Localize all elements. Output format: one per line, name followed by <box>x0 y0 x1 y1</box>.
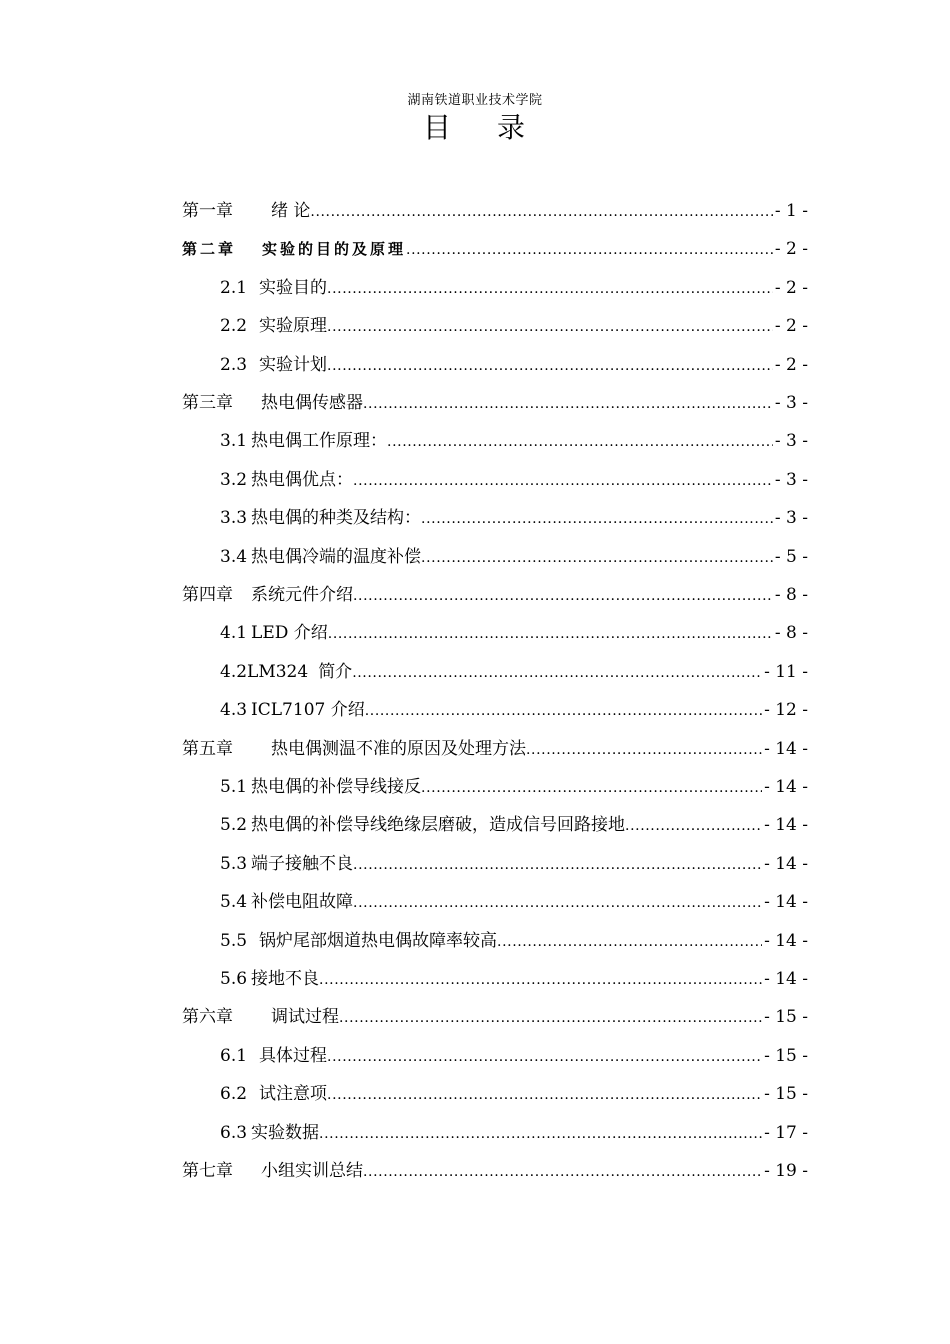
toc-entry-page: - 2 - <box>774 239 808 260</box>
toc-dot-leader <box>365 693 762 728</box>
toc-entry-page: - 1 - <box>774 201 808 221</box>
toc-entry-number: 2.2 <box>220 316 248 337</box>
toc-entry-title: 热电偶冷端的温度补偿 <box>251 546 422 567</box>
toc-entry[interactable] <box>220 655 808 689</box>
toc-entry-page: - 14 - <box>764 892 808 913</box>
toc-entry-title: 绪 论 <box>271 201 311 221</box>
toc-entry[interactable] <box>220 1039 808 1073</box>
toc-entry-page: - 15 - <box>764 1045 808 1066</box>
toc-entry-number: 第三章 <box>182 393 233 413</box>
toc-entry-number: 3.1 <box>220 431 248 452</box>
toc-dot-leader <box>421 770 762 805</box>
toc-entry-number: 4.3 <box>220 700 248 721</box>
toc-entry[interactable] <box>220 501 808 535</box>
toc-entry-page: - 15 - <box>764 1007 808 1028</box>
toc-entry[interactable] <box>182 232 808 266</box>
toc-entry-page: - 15 - <box>764 1084 808 1105</box>
school-header: 湖南铁道职业技术学院 <box>407 93 543 108</box>
toc-entry-number: 6.3 <box>220 1122 248 1143</box>
toc-entry-title: 接地不良 <box>251 969 320 989</box>
toc-entry-number: 第一章 <box>182 201 233 221</box>
toc-entry-title: 简介 <box>318 661 353 682</box>
toc-title <box>0 106 950 146</box>
toc-entry[interactable] <box>182 386 808 420</box>
toc-entry-page: - 14 - <box>764 853 808 874</box>
toc-entry-title: 锅炉尾部烟道热电偶故障率较高 <box>259 930 498 951</box>
toc-entry-number: 6.1 <box>220 1045 248 1066</box>
toc-entry[interactable] <box>220 348 808 382</box>
toc-dot-leader <box>319 962 762 997</box>
toc-entry[interactable] <box>182 1000 808 1034</box>
toc-entry-title: 系统元件介绍 <box>251 585 353 605</box>
toc-dot-leader <box>327 271 773 306</box>
toc-dot-leader <box>353 578 773 613</box>
toc-entry-number: 4.1 <box>220 623 248 644</box>
toc-entry-title: 实验原理 <box>259 316 328 337</box>
toc-dot-leader <box>353 463 773 498</box>
toc-entry-title: 实验的目的及原理 <box>262 240 407 259</box>
toc-entry-page: - 3 - <box>774 393 808 413</box>
toc-entry-number: 2.3 <box>220 354 248 375</box>
toc-dot-leader <box>497 924 762 959</box>
toc-entry-page: - 3 - <box>774 508 808 529</box>
toc-entry-number: 3.4 <box>220 546 248 567</box>
toc-entry-page: - 2 - <box>774 354 808 375</box>
toc-entry-page: - 14 - <box>764 777 808 797</box>
toc-entry-title: 热电偶传感器 <box>261 393 363 413</box>
toc-entry-page: - 8 - <box>774 623 808 644</box>
toc-entry-number: 第五章 <box>182 738 233 759</box>
toc-entry-title: 小组实训总结 <box>261 1161 363 1181</box>
toc-entry-title: 试注意项 <box>259 1084 328 1105</box>
toc-dot-leader <box>352 655 762 690</box>
toc-entry-title: 补偿电阻故障 <box>251 892 354 913</box>
toc-entry[interactable] <box>220 424 808 458</box>
toc-dot-leader <box>327 1077 762 1112</box>
toc-entry-title: ICL7107 介绍 <box>251 700 365 721</box>
toc-entry-page: - 17 - <box>764 1122 808 1143</box>
toc-dot-leader <box>387 424 773 459</box>
toc-entry-page: - 3 - <box>774 469 808 490</box>
toc-entry-number: 3.2 <box>220 469 248 490</box>
toc-dot-leader <box>363 1154 762 1189</box>
toc-entry-title: 端子接触不良 <box>251 853 354 874</box>
toc-entry-number: 5.4 <box>220 892 248 913</box>
toc-entry-title: 热电偶的补偿导线绝缘层磨破，造成信号回路接地 <box>251 815 626 836</box>
toc-entry[interactable] <box>220 962 808 996</box>
toc-entry[interactable] <box>220 463 808 497</box>
toc-dot-leader <box>406 232 773 267</box>
toc-entry-page: - 5 - <box>774 546 808 567</box>
toc-entry-number: 3.3 <box>220 508 248 529</box>
toc-entry-title: 热电偶的种类及结构： <box>251 508 422 529</box>
toc-entry[interactable] <box>220 616 808 650</box>
toc-entry[interactable] <box>220 924 808 958</box>
toc-entry[interactable] <box>220 1116 808 1150</box>
toc-entry-page: - 8 - <box>774 585 808 605</box>
toc-entry[interactable] <box>182 1154 808 1188</box>
toc-entry-number: 第四章 <box>182 585 233 605</box>
toc-entry-page: - 11 - <box>764 661 808 682</box>
toc-entry-page: - 14 - <box>764 930 808 951</box>
toc-dot-leader <box>310 194 772 229</box>
toc-entry-title: 实验计划 <box>259 354 328 375</box>
toc-entry-page: - 2 - <box>774 316 808 337</box>
toc-entry[interactable] <box>220 309 808 343</box>
toc-entry-number: 5.6 <box>220 969 248 989</box>
toc-entry-number: 5.5 <box>220 930 248 951</box>
toc-entry[interactable] <box>220 693 808 727</box>
toc-entry-number: 5.2 <box>220 815 248 836</box>
toc-title-right: 录 <box>497 111 528 144</box>
toc-entry-page: - 14 - <box>764 815 808 836</box>
toc-dot-leader <box>353 847 762 882</box>
toc-entry-number: 5.1 <box>220 777 248 797</box>
toc-dot-leader <box>327 1039 762 1074</box>
toc-dot-leader <box>421 501 773 536</box>
toc-entry[interactable] <box>220 885 808 919</box>
toc-entry-page: - 2 - <box>774 277 808 298</box>
toc-entry-title: 热电偶工作原理： <box>251 431 388 452</box>
toc-entry[interactable] <box>220 770 808 804</box>
toc-entry-number: 5.3 <box>220 853 248 874</box>
toc-entry[interactable] <box>220 271 808 305</box>
toc-entry-number: 第二章 <box>182 240 237 259</box>
toc-dot-leader <box>339 1000 762 1035</box>
toc-entry-page: - 19 - <box>764 1161 808 1181</box>
toc-dot-leader <box>625 808 762 843</box>
toc-entry[interactable] <box>220 540 808 574</box>
toc-entry-title: 实验目的 <box>259 277 328 298</box>
toc-entry-page: - 3 - <box>774 431 808 452</box>
toc-dot-leader <box>421 540 773 575</box>
toc-dot-leader <box>353 885 762 920</box>
toc-entry-title: 热电偶测温不准的原因及处理方法 <box>271 738 526 759</box>
toc-entry[interactable] <box>182 732 808 766</box>
toc-entry[interactable] <box>182 194 808 228</box>
toc-entry-title: 具体过程 <box>259 1045 328 1066</box>
toc-entry-title: 热电偶优点： <box>251 469 354 490</box>
toc-dot-leader <box>327 348 773 383</box>
toc-entry-page: - 12 - <box>764 700 808 721</box>
toc-dot-leader <box>526 732 762 767</box>
toc-entry[interactable] <box>220 847 808 881</box>
toc-entry-title: LED 介绍 <box>251 623 328 644</box>
toc-entry-title: 热电偶的补偿导线接反 <box>251 777 422 797</box>
toc-entry-page: - 14 - <box>764 969 808 989</box>
toc-entry-number: 4.2LM324 <box>220 661 309 682</box>
toc-entry[interactable] <box>220 808 808 842</box>
toc-entry-number: 2.1 <box>220 277 248 298</box>
toc-dot-leader <box>363 386 773 421</box>
toc-entry-title: 调试过程 <box>271 1007 339 1028</box>
toc-dot-leader <box>328 616 773 651</box>
toc-entry-number: 6.2 <box>220 1084 248 1105</box>
toc-dot-leader <box>319 1116 762 1151</box>
toc-entry-page: - 14 - <box>764 738 808 759</box>
toc-entry-title: 实验数据 <box>251 1122 320 1143</box>
toc-entry-number: 第六章 <box>182 1007 233 1028</box>
toc-entry[interactable] <box>182 578 808 612</box>
toc-entry[interactable] <box>220 1077 808 1111</box>
toc-title-left: 目 <box>422 111 453 144</box>
toc-dot-leader <box>327 309 773 344</box>
toc-entry-number: 第七章 <box>182 1161 233 1181</box>
